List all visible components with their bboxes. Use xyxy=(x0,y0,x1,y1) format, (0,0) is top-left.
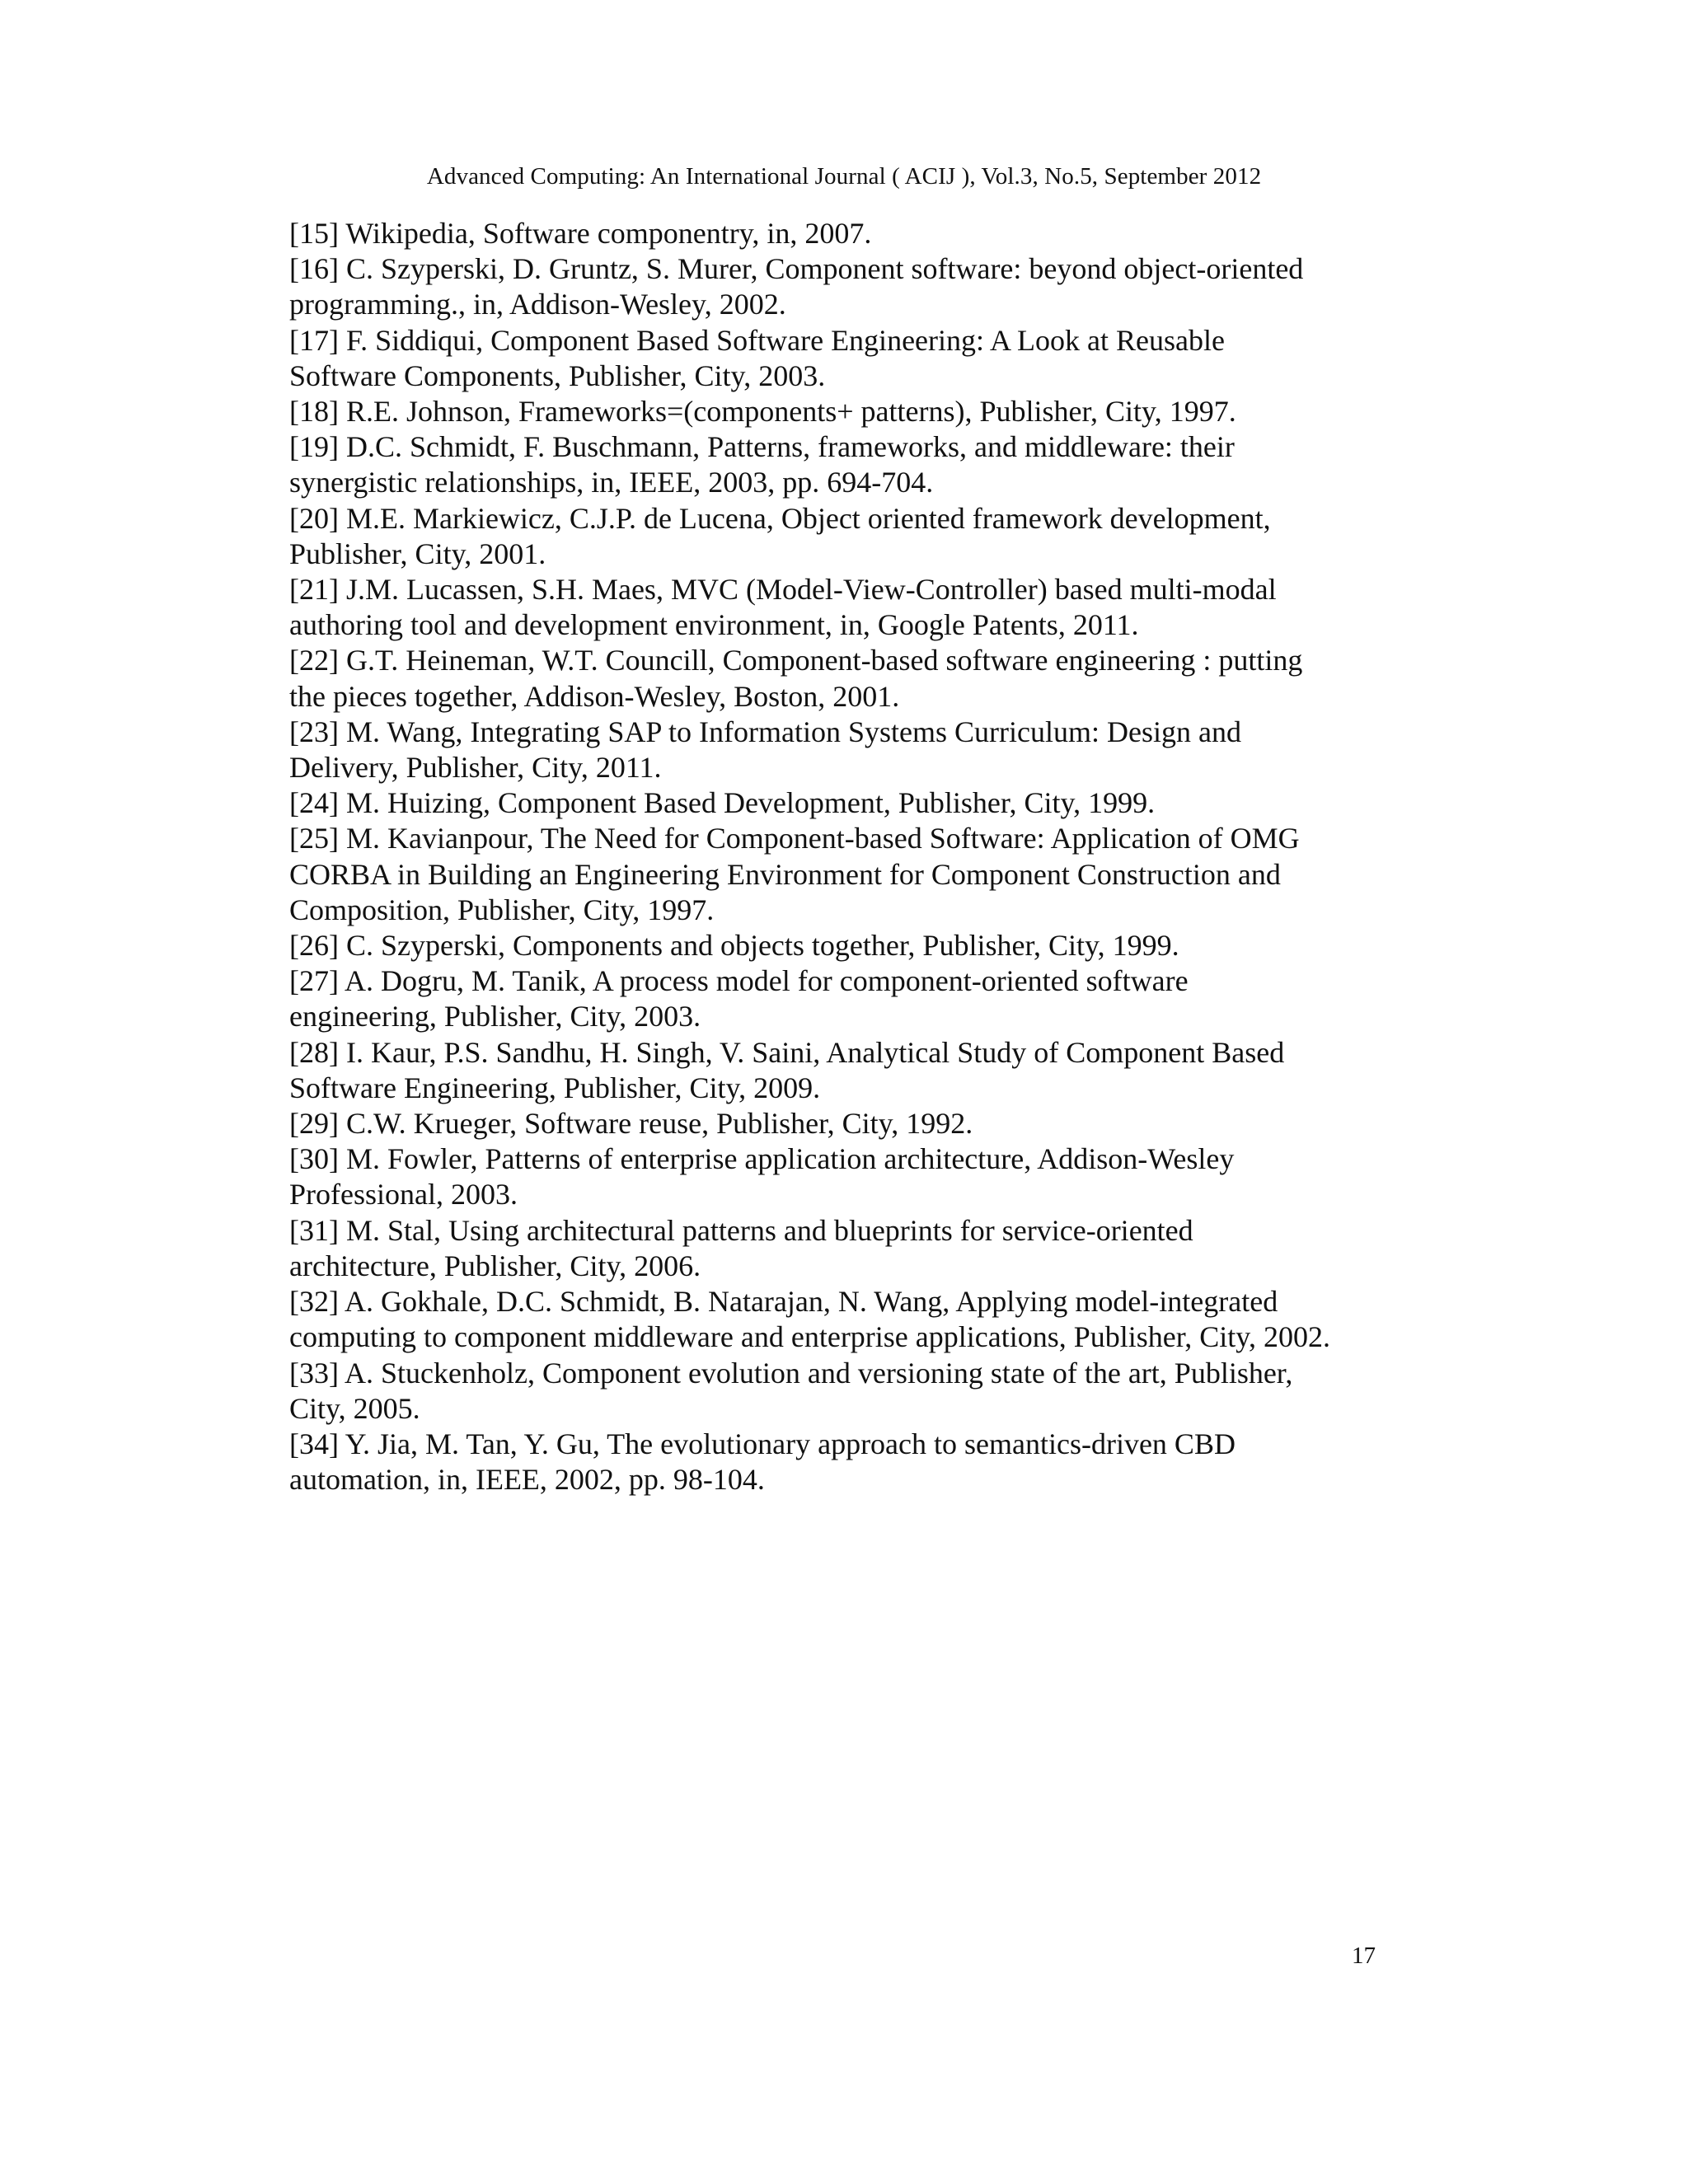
reference-item xyxy=(289,1141,1418,1212)
reference-line: [29] C.W. Krueger, Software reuse, Publisher, City, 1992. xyxy=(289,1107,973,1141)
reference-line: [19] D.C. Schmidt, F. Buschmann, Patterns, frameworks, and middleware: their xyxy=(289,430,1235,464)
reference-line: automation, in, IEEE, 2002, pp. 98-104. xyxy=(289,1463,765,1497)
reference-line: [33] A. Stuckenholz, Component evolution and versioning state of the art, Publisher, xyxy=(289,1356,1293,1390)
reference-line: [31] M. Stal, Using architectural patterns and blueprints for service-oriented xyxy=(289,1213,1193,1247)
running-header: Advanced Computing: An International Journal ( ACIJ ), Vol.3, No.5, September 2012 xyxy=(426,163,1262,190)
reference-line: Software Engineering, Publisher, City, 2009. xyxy=(289,1071,821,1104)
reference-item xyxy=(289,394,1418,429)
reference-item xyxy=(289,821,1418,928)
reference-line: [28] I. Kaur, P.S. Sandhu, H. Singh, V. Saini, Analytical Study of Component Based xyxy=(289,1035,1285,1069)
reference-line: [15] Wikipedia, Software componentry, in, 2007. xyxy=(289,217,872,250)
reference-line: the pieces together, Addison-Wesley, Boston, 2001. xyxy=(289,679,900,713)
reference-line: Composition, Publisher, City, 1997. xyxy=(289,893,715,926)
reference-item xyxy=(289,715,1418,785)
reference-item xyxy=(289,572,1418,643)
reference-item xyxy=(289,429,1418,500)
reference-line: [22] G.T. Heineman, W.T. Councill, Component-based software engineering : putting xyxy=(289,644,1303,677)
reference-item xyxy=(289,643,1418,714)
page-number: 17 xyxy=(1352,1943,1376,1969)
reference-item xyxy=(289,1284,1418,1355)
reference-line: Software Components, Publisher, City, 2003. xyxy=(289,359,826,392)
reference-line: CORBA in Building an Engineering Environment for Component Construction and xyxy=(289,857,1281,891)
reference-item xyxy=(289,323,1418,394)
reference-line: Professional, 2003. xyxy=(289,1178,518,1212)
reference-item xyxy=(289,251,1418,322)
reference-item xyxy=(289,928,1418,963)
reference-item xyxy=(289,501,1418,572)
reference-line: [27] A. Dogru, M. Tanik, A process model for component-oriented software xyxy=(289,964,1189,998)
reference-line: computing to component middleware and enterprise applications, Publisher, City, 2002. xyxy=(289,1320,1330,1354)
reference-line: [18] R.E. Johnson, Frameworks=(components+ patterns), Publisher, City, 1997. xyxy=(289,395,1236,429)
reference-line: [25] M. Kavianpour, The Need for Component-based Software: Application of OMG xyxy=(289,822,1300,855)
reference-line: [20] M.E. Markiewicz, C.J.P. de Lucena, Object oriented framework development, xyxy=(289,501,1271,535)
reference-line: architecture, Publisher, City, 2006. xyxy=(289,1249,701,1282)
reference-line: [21] J.M. Lucassen, S.H. Maes, MVC (Model-View-Controller) based multi-modal xyxy=(289,573,1277,607)
reference-item xyxy=(289,785,1418,821)
reference-line: authoring tool and development environment, in, Google Patents, 2011. xyxy=(289,608,1139,642)
reference-line: [34] Y. Jia, M. Tan, Y. Gu, The evolutionary approach to semantics-driven CBD xyxy=(289,1427,1236,1460)
reference-item xyxy=(289,1356,1418,1427)
reference-item xyxy=(289,1427,1418,1497)
reference-item xyxy=(289,963,1418,1034)
reference-item xyxy=(289,1213,1418,1284)
reference-list xyxy=(289,216,1418,1497)
reference-line: Delivery, Publisher, City, 2011. xyxy=(289,751,662,785)
reference-line: [23] M. Wang, Integrating SAP to Information Systems Curriculum: Design and xyxy=(289,715,1241,748)
reference-line: [17] F. Siddiqui, Component Based Software Engineering: A Look at Reusable xyxy=(289,323,1225,357)
reference-line: synergistic relationships, in, IEEE, 2003, pp. 694-704. xyxy=(289,466,934,499)
reference-line: [24] M. Huizing, Component Based Development, Publisher, City, 1999. xyxy=(289,786,1156,820)
reference-line: engineering, Publisher, City, 2003. xyxy=(289,1000,701,1033)
reference-line: City, 2005. xyxy=(289,1391,420,1425)
reference-line: [16] C. Szyperski, D. Gruntz, S. Murer, Component software: beyond object-oriented xyxy=(289,252,1304,286)
reference-item xyxy=(289,1035,1418,1106)
reference-item xyxy=(289,216,1418,251)
reference-line: [26] C. Szyperski, Components and objects together, Publisher, City, 1999. xyxy=(289,929,1179,963)
reference-line: [32] A. Gokhale, D.C. Schmidt, B. Natarajan, N. Wang, Applying model-integrated xyxy=(289,1285,1278,1319)
reference-item xyxy=(289,1106,1418,1141)
reference-line: Publisher, City, 2001. xyxy=(289,537,546,570)
reference-line: [30] M. Fowler, Patterns of enterprise application architecture, Addison-Wesley xyxy=(289,1142,1235,1176)
reference-line: programming., in, Addison-Wesley, 2002. xyxy=(289,288,786,321)
